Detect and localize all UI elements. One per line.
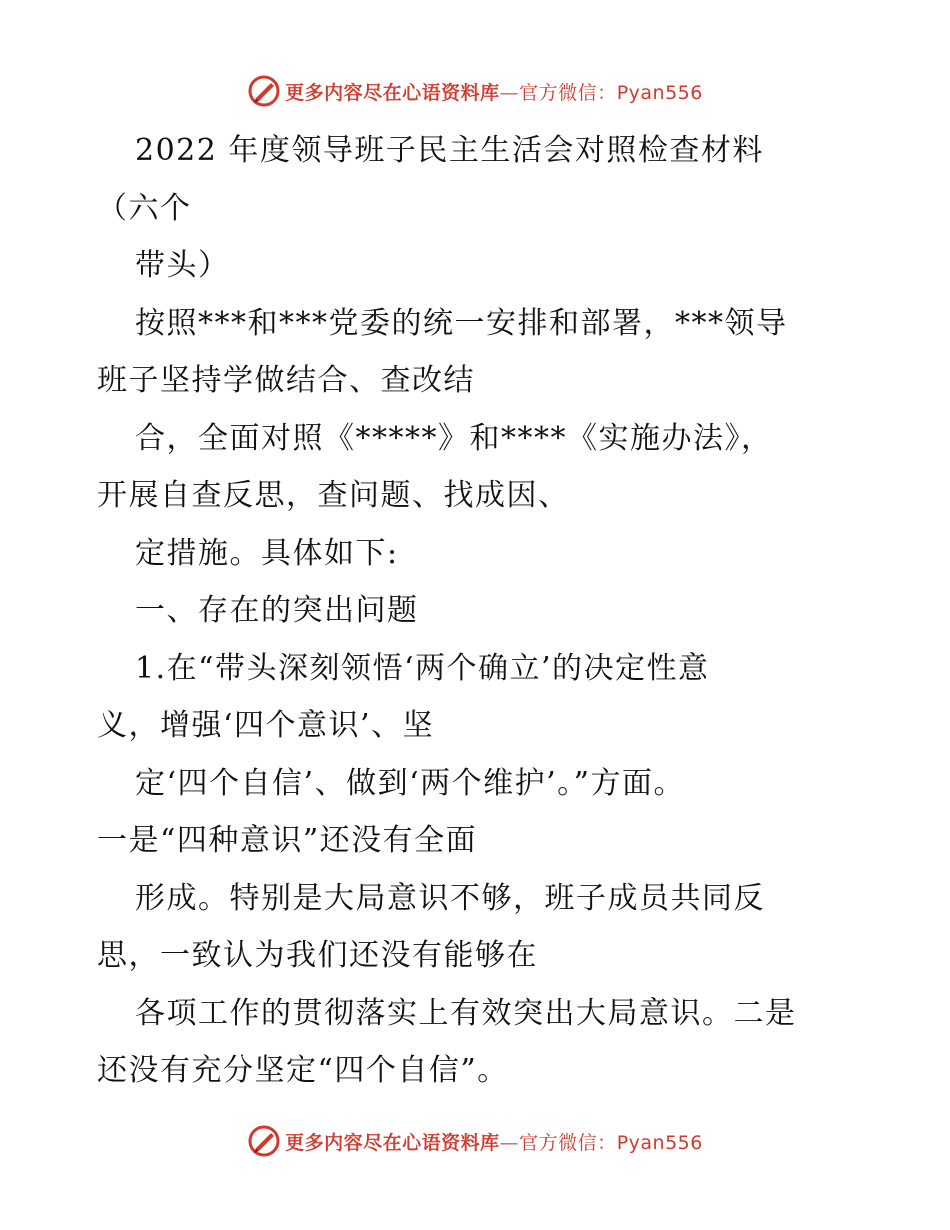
document-line: 合，全面对照《*****》和****《实施办法》， (135, 420, 773, 456)
pen-logo-icon (247, 1124, 281, 1158)
document-line: 定‘四个自信’、做到‘两个维护’。”方面。 (135, 765, 685, 801)
document-line: 一、存在的突出问题 (135, 593, 419, 628)
watermark-text (285, 1128, 703, 1155)
pen-logo-icon (247, 74, 281, 108)
watermark-dash: — (499, 1131, 520, 1154)
watermark-main: 更多内容尽在心语资料库 (285, 81, 500, 104)
watermark-text (285, 78, 703, 105)
footer-watermark-banner (0, 1121, 950, 1161)
document-line: 开展自查反思，查问题、找成因、 (97, 478, 570, 513)
header-watermark-banner (0, 71, 950, 111)
document-body (97, 122, 877, 1100)
document-line: 2022 年度领导班子民主生活会对照检查材料 (135, 133, 764, 168)
document-line: 形成。特别是大局意识不够，班子成员共同反 (135, 880, 765, 916)
document-line: （六个 (97, 190, 192, 226)
watermark-wechat-label: 官方微信： (519, 81, 617, 104)
document-line: 一是“四种意识”还没有全面 (97, 823, 478, 858)
document-line: 按照***和***党委的统一安排和部署，***领导 (135, 305, 788, 341)
watermark-wechat-id: Pyan556 (616, 1131, 703, 1154)
document-line: 各项工作的贯彻落实上有效突出大局意识。二是 (135, 995, 797, 1031)
document-line: 1.在“带头深刻领悟‘两个确立’的决定性意 (135, 650, 710, 686)
document-line: 班子坚持学做结合、查改结 (97, 363, 475, 398)
document-line: 定措施。具体如下: (135, 535, 399, 571)
document-line: 义，增强‘四个意识’、坚 (97, 708, 435, 743)
watermark-wechat-label: 官方微信： (519, 1131, 617, 1154)
document-line: 思，一致认为我们还没有能够在 (97, 938, 538, 973)
watermark-wechat-id: Pyan556 (616, 81, 703, 104)
watermark-dash: — (499, 81, 520, 104)
document-line: 带头） (135, 248, 230, 283)
document-line: 还没有充分坚定“四个自信”。 (97, 1053, 509, 1088)
watermark-main: 更多内容尽在心语资料库 (285, 1131, 500, 1154)
